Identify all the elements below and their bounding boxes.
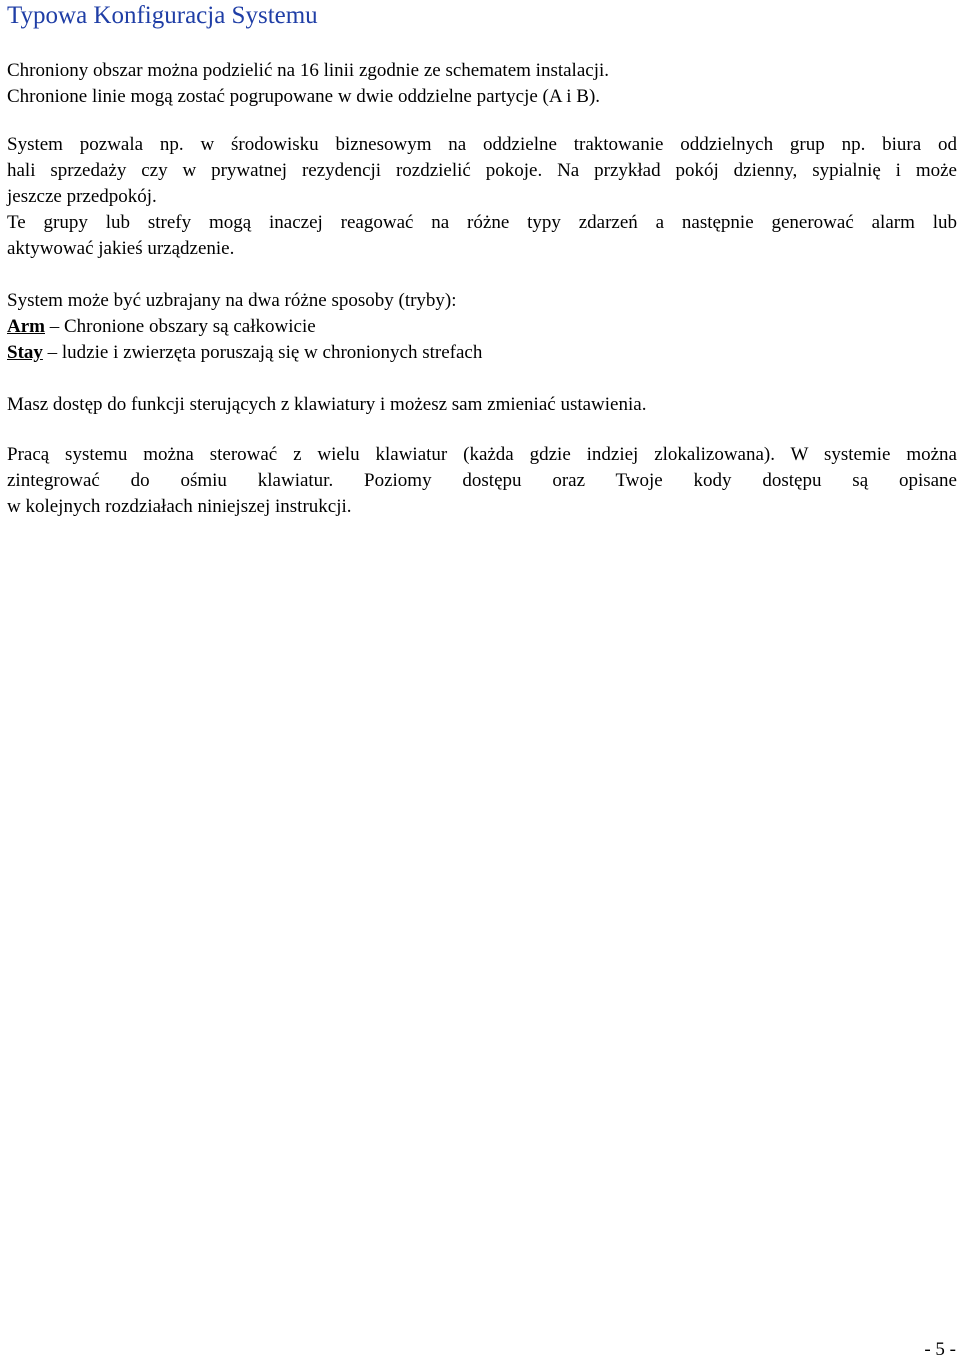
- text-line: zintegrować do ośmiu klawiatur. Poziomy dostępu oraz Twoje kody dostępu są opisane: [7, 470, 957, 491]
- mode-key-stay: Stay: [7, 342, 43, 363]
- text-line: Masz dostęp do funkcji sterujących z klawiatury i możesz sam zmieniać ustawienia.: [7, 394, 647, 415]
- mode-key-arm: Arm: [7, 316, 45, 337]
- text-line: hali sprzedaży czy w prywatnej rezydencji rozdzielić pokoje. Na przykład pokój dzienny, sypialnię i może: [7, 160, 957, 181]
- text-line: Te grupy lub strefy mogą inaczej reagować na różne typy zdarzeń a następnie generować alarm lub: [7, 212, 957, 233]
- mode-stay: [7, 340, 957, 366]
- text-line: Pracą systemu można sterować z wielu klawiatur (każda gdzie indziej zlokalizowana). W systemie można: [7, 444, 957, 465]
- text-line: Chroniony obszar można podzielić na 16 linii zgodnie ze schematem instalacji.: [7, 60, 610, 81]
- text-line: jeszcze przedpokój.: [7, 186, 157, 207]
- paragraph-zones: [7, 132, 957, 262]
- paragraph-multiple-keypads: [7, 442, 957, 520]
- mode-stay-description: – ludzie i zwierzęta poruszają się w chronionych strefach: [47, 342, 483, 363]
- text-line: aktywować jakieś urządzenie.: [7, 238, 235, 259]
- paragraph-arming-modes: [7, 288, 957, 366]
- mode-arm-description: – Chronione obszary są całkowicie: [49, 316, 316, 337]
- page-title: Typowa Konfiguracja Systemu: [7, 2, 318, 29]
- text-line: Chronione linie mogą zostać pogrupowane w dwie oddzielne partycje (A i B).: [7, 86, 601, 107]
- page-number: - 5 -: [924, 1339, 956, 1360]
- text-line: w kolejnych rozdziałach niniejszej instrukcji.: [7, 496, 352, 517]
- paragraph-partitions: [7, 58, 957, 110]
- paragraph-keypad-access: [7, 392, 957, 418]
- text-line: System pozwala np. w środowisku biznesowym na oddzielne traktowanie oddzielnych grup np. biura od: [7, 134, 957, 155]
- mode-arm: [7, 314, 957, 340]
- modes-intro: System może być uzbrajany na dwa różne sposoby (tryby):: [7, 290, 457, 311]
